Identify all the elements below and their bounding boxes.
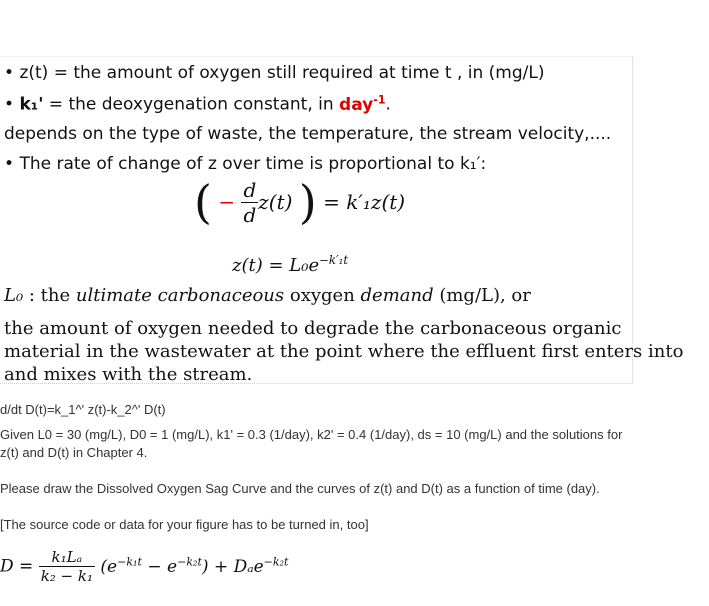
paragraph-line: the amount of oxygen needed to degrade the carbonaceous organic — [4, 318, 622, 339]
bullet-zt — [4, 63, 544, 83]
d-fraction — [39, 548, 95, 585]
instruction-text: Please draw the Dissolved Oxygen Sag Curve and the curves of z(t) and D(t) as a function of time (day). — [0, 481, 600, 496]
lo-definition — [4, 285, 531, 306]
d-minus: − e — [141, 557, 178, 578]
d-exp-1: −k₁t — [117, 555, 142, 569]
k1-text: = the deoxygenation constant, in — [43, 94, 340, 115]
z-of-t: z(t) — [258, 190, 293, 214]
given-text-line-1: Given L0 = 30 (mg/L), D0 = 1 (mg/L), k1' = 0.3 (1/day), k2' = 0.4 (1/day), ds = 10 (mg/L) and the solutions for — [0, 427, 623, 442]
bullet-rate-text: The rate of change of z over time is proportional to k₁′: — [19, 154, 487, 174]
bullet-symbol: • — [4, 94, 15, 115]
lo-demand: demand — [360, 285, 434, 306]
z-solution-lhs: z(t) = L₀e — [232, 255, 320, 276]
unit-day — [339, 95, 385, 115]
d-numerator: k₁Lₐ — [39, 548, 95, 567]
equation-rate — [194, 175, 405, 229]
equation-D — [0, 548, 288, 585]
d-terms — [100, 557, 288, 577]
lo-variable: L₀ — [4, 285, 24, 306]
bullet-symbol: • — [4, 63, 15, 83]
given-text-line-2: z(t) and D(t) in Chapter 4. — [0, 445, 148, 460]
derivative-numerator: d — [243, 177, 257, 202]
ddt-equation-text: d/dt D(t)=k_1^' z(t)-k_2^' D(t) — [0, 402, 166, 417]
k1-variable: k₁' — [19, 94, 44, 115]
lo-tail: (mg/L), or — [433, 285, 531, 306]
paren-left: ( — [194, 175, 212, 229]
lo-mid: oxygen — [284, 285, 361, 306]
minus-sign: − — [218, 190, 236, 214]
k1-tail: . — [385, 94, 391, 115]
bullet-rate — [4, 154, 486, 174]
depends-line: depends on the type of waste, the temperature, the stream velocity,.... — [4, 124, 612, 144]
d-paren-open: (e — [100, 557, 118, 578]
bullet-zt-text: z(t) = the amount of oxygen still required at time t , in (mg/L) — [19, 63, 545, 83]
derivative-denominator: d — [243, 202, 257, 227]
derivative-fraction — [241, 178, 258, 227]
z-solution-exponent: −k′₁t — [319, 253, 349, 267]
source-note: [The source code or data for your figure has to be turned in, too] — [0, 517, 369, 532]
bullet-symbol: • — [4, 154, 15, 174]
unit-day-exponent: -1 — [373, 93, 386, 106]
d-exp-3: −k₂t — [263, 555, 289, 569]
d-paren-close: ) + Dₐe — [201, 557, 264, 578]
lo-colon: : the — [23, 285, 76, 306]
slide-image — [0, 56, 684, 385]
d-exp-2: −k₂t — [177, 555, 202, 569]
d-denominator: k₂ − k₁ — [40, 567, 93, 585]
unit-day-text: day — [339, 94, 374, 115]
equation-z-solution — [232, 253, 348, 276]
paragraph-line: and mixes with the stream. — [4, 364, 253, 385]
paren-right: ) — [298, 175, 317, 229]
lo-ultimate: ultimate carbonaceous — [75, 285, 285, 306]
paragraph-line: material in the wastewater at the point where the effluent first enters into — [4, 341, 684, 362]
bullet-k1 — [4, 93, 391, 115]
d-lhs: D = — [0, 556, 34, 577]
oxygen-paragraph — [4, 317, 683, 386]
equation-rhs: = k′₁z(t) — [323, 190, 406, 214]
